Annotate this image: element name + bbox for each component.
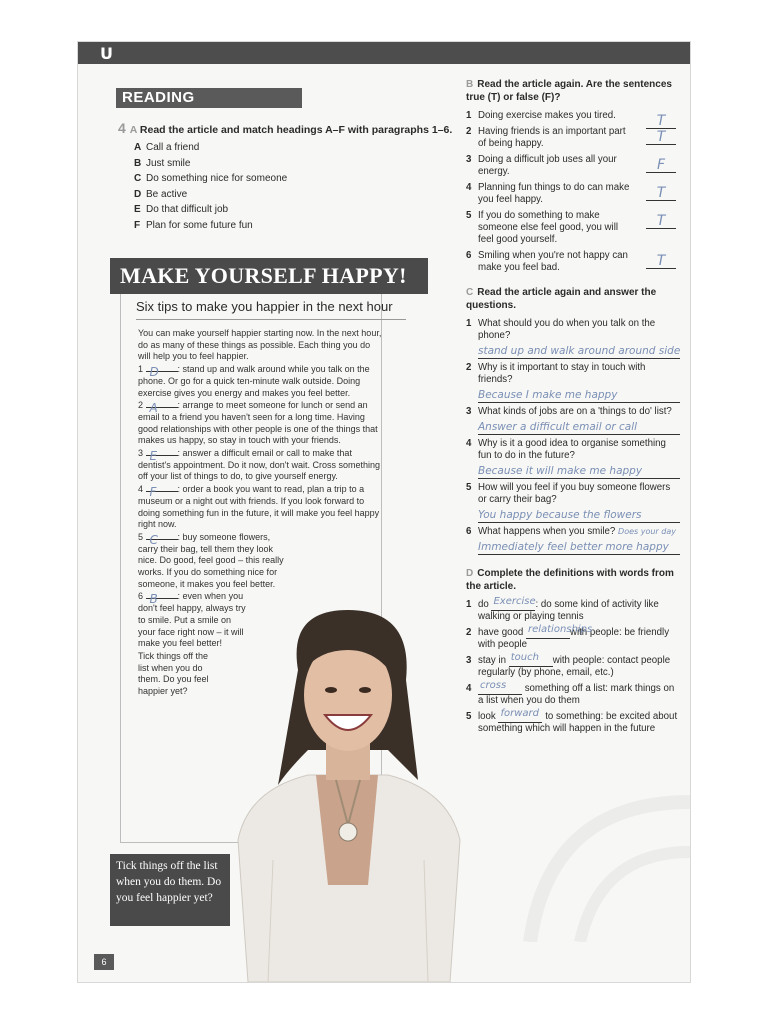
definition-blank[interactable]: forward [498, 711, 542, 723]
definition-item: 5 look forward to something: be excited about something which will happen in the future [466, 708, 678, 734]
top-bar [78, 42, 690, 64]
right-column [466, 78, 680, 739]
exercise-4-instruction [118, 122, 498, 137]
answer-line[interactable]: Answer a difficult email or call [478, 420, 680, 435]
answer-blank[interactable]: B [146, 598, 178, 599]
answer-blank[interactable]: F [146, 491, 178, 492]
answer-blank[interactable]: A [146, 407, 178, 408]
question-item: 3 What kinds of jobs are on a 'things to do' list? Answer a difficult email or call [466, 406, 680, 435]
exercise-letter: A [129, 124, 137, 136]
instruction-text: Read the article and match headings A–F with paragraphs 1–6. [139, 124, 453, 136]
tf-item: 4 Planning fun things to do can make you feel happy. T [466, 182, 680, 206]
decorative-swirl [470, 762, 690, 942]
answer-line[interactable]: You happy because the flowers [478, 508, 680, 523]
answer-blank[interactable]: E [146, 455, 178, 456]
tf-item: 5 If you do something to make someone else feel good, you will feel good yourself. T [466, 210, 680, 246]
tf-answer[interactable]: T [646, 114, 676, 129]
tf-item: 1 Doing exercise makes you tired. T [466, 110, 680, 122]
article-subtitle: Six tips to make you happier in the next hour [136, 298, 406, 320]
definition-item: 4 cross something off a list: mark things on a list when you do them [466, 680, 675, 706]
article-paragraph: 1 D : stand up and walk around while you talk on the phone. Or go for a quick ten-minute walk outside. Doing exercise gives you energy and makes you feel better. [138, 364, 370, 398]
heading-item: A Call a friend [134, 142, 200, 153]
question-item: 6 What happens when you smile? Does your day Immediately feel better more happy [466, 526, 680, 555]
tf-answer[interactable]: T [646, 214, 676, 229]
definition-item: 2 have good relationships with people: be friendly with people [466, 624, 670, 650]
question-item: 2 Why is it important to stay in touch with friends? Because I make me happy [466, 362, 680, 403]
woman-photo [228, 610, 468, 982]
handwritten-extra: Does your day [618, 527, 676, 536]
article-outro: Tick things off the list when you do them. Do you feel happier yet? [138, 650, 209, 697]
definition-blank[interactable]: relationships [526, 627, 570, 639]
answer-line[interactable]: Because it will make me happy [478, 464, 680, 479]
heading-item: E Do that difficult job [134, 204, 229, 215]
answer-blank[interactable]: D [146, 371, 178, 372]
section-label: READING [116, 88, 302, 108]
answer-line[interactable]: Immediately feel better more happy [478, 540, 680, 555]
exercise-c-instruction: C Read the article again and answer the questions. [466, 287, 657, 311]
photo-caption: Tick things off the list when you do them. Do you feel happier yet? [110, 854, 230, 926]
tf-answer[interactable]: F [646, 158, 676, 173]
answer-blank[interactable]: C [146, 539, 178, 540]
unit-tab: U [100, 44, 113, 63]
page-number: 6 [94, 954, 114, 970]
article-paragraph: 6 B : even when you don't feel happy, always try to smile. Put a smile on your face right now – it will make you feel better! [138, 591, 246, 649]
tf-item: 2 Having friends is an important part of being happy. T [466, 126, 680, 150]
exercise-b-instruction: B Read the article again. Are the sentences true (T) or false (F)? [466, 79, 672, 103]
answer-line[interactable]: Because I make me happy [478, 388, 680, 403]
workbook-page [78, 42, 690, 982]
definition-blank[interactable]: touch [509, 655, 553, 667]
heading-item: D Be active [134, 188, 188, 200]
definition-blank[interactable]: cross [478, 683, 522, 695]
article-paragraph: 4 F : order a book you want to read, plan a trip to a museum or a night out with friends. If you look forward to doing something fun in the future, it will make you feel happy right now. [138, 484, 380, 530]
question-item: 4 Why is it a good idea to organise something fun to do in the future? Because it will make me happy [466, 438, 680, 479]
article-paragraph: 5 C : buy someone flowers, carry their bag, tell them they look nice. Do good, feel good – this really works. If you do something nice for someone, it makes you feel better. [138, 531, 284, 589]
headings-list [134, 140, 287, 233]
definition-item: 1 do Exercise : do some kind of activity like walking or playing tennis [466, 596, 659, 622]
heading-item: C Do something nice for someone [134, 173, 288, 184]
question-item: 1 What should you do when you talk on the phone? stand up and walk around around side [466, 318, 681, 357]
definition-blank[interactable]: Exercise [491, 599, 535, 611]
article-title: MAKE YOURSELF HAPPY! [110, 258, 428, 294]
tf-item: 3 Doing a difficult job uses all your energy. F [466, 154, 680, 178]
article-paragraph: 2 A : arrange to meet someone for lunch or send an email to a friend you haven't seen for a long time. Having good relationships with other people is one of the things that makes us happy, so stay in touch with your friends. [138, 400, 378, 446]
tf-answer[interactable]: T [646, 254, 676, 269]
heading-item: F Plan for some future fun [134, 219, 253, 231]
tf-item: 6 Smiling when you're not happy can make you feel bad. T [466, 250, 680, 274]
heading-item: B Just smile [134, 157, 191, 169]
answer-line[interactable]: stand up and walk around around side [478, 345, 681, 357]
exercise-number: 4 [118, 120, 126, 136]
definition-item: 3 stay in touch with people: contact people regularly (by phone, email, etc.) [466, 652, 671, 678]
exercise-d-instruction: D Complete the definitions with words from the article. [466, 568, 674, 592]
question-item: 5 How will you feel if you buy someone flowers or carry their bag? You happy because the flowers [466, 482, 680, 523]
tf-answer[interactable]: T [646, 130, 676, 145]
tf-answer[interactable]: T [646, 186, 676, 201]
article-intro: You can make yourself happier starting now. In the next hour, do as many of these things as possible. Each thing you do will help you to feel happier. [138, 328, 382, 362]
article-paragraph: 3 E : answer a difficult email or call to make that dentist's appointment. Do it now, don't wait. Cross something off your list of things to do, to give yourself energy. [138, 448, 381, 482]
